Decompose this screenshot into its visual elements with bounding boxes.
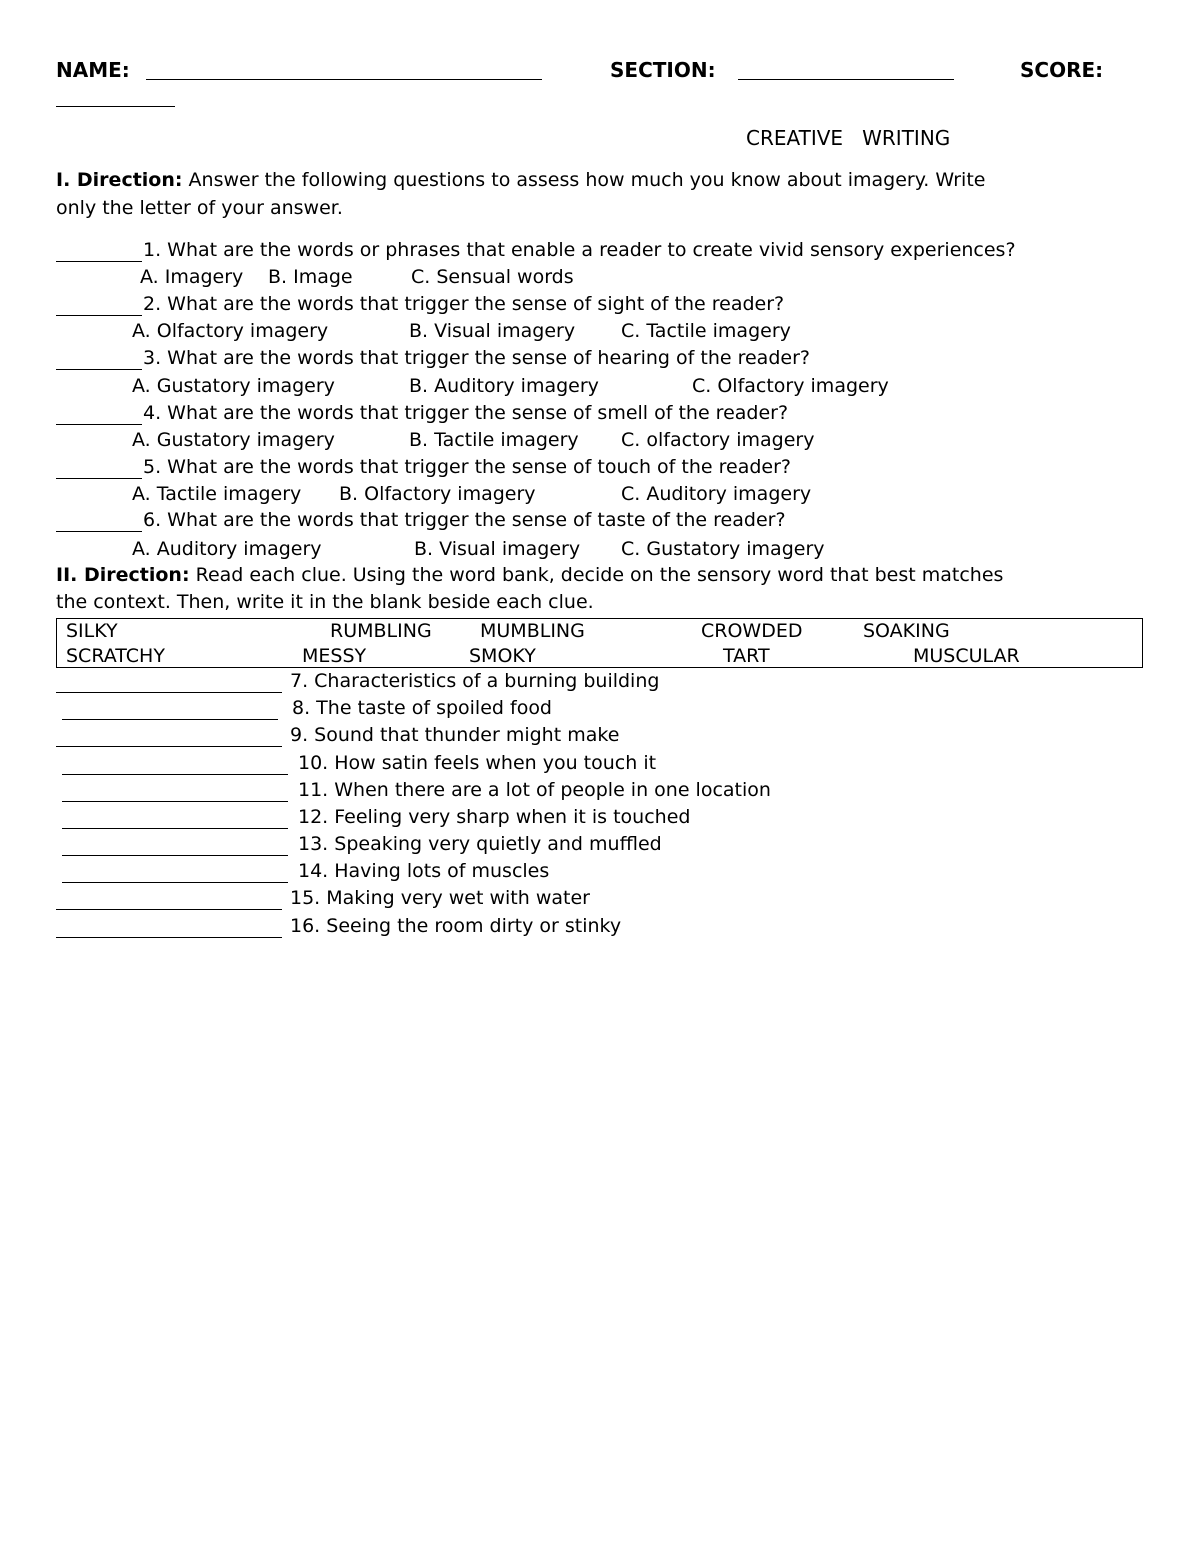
clue-blank-7[interactable]	[56, 692, 282, 693]
score-blank[interactable]	[56, 106, 175, 107]
q6-choice-b: B. Visual imagery	[414, 538, 581, 560]
word-bank-word: MUMBLING	[480, 620, 585, 642]
q1-choice-c: C. Sensual words	[411, 266, 574, 288]
name-label: NAME:	[56, 58, 130, 82]
clue-blank-12[interactable]	[62, 828, 288, 829]
answer-blank-1[interactable]	[56, 261, 142, 262]
section-blank[interactable]	[738, 79, 954, 80]
clue-blank-11[interactable]	[62, 801, 288, 802]
part1-direction-line2: only the letter of your answer.	[56, 197, 343, 219]
clue-blank-8[interactable]	[62, 719, 278, 720]
answer-blank-2[interactable]	[56, 315, 142, 316]
q4-choice-a: A. Gustatory imagery	[132, 429, 335, 451]
q1-choice-a: A. Imagery	[140, 266, 244, 288]
clue-blank-15[interactable]	[56, 909, 282, 910]
q3-choice-b: B. Auditory imagery	[409, 375, 599, 397]
q2-choice-b: B. Visual imagery	[409, 320, 576, 342]
q4-choice-c: C. olfactory imagery	[621, 429, 815, 451]
word-bank-word: MESSY	[302, 645, 367, 667]
question-5: 5. What are the words that trigger the sense of touch of the reader?	[143, 456, 792, 478]
word-bank	[56, 618, 1143, 668]
clue-12: 12. Feeling very sharp when it is touched	[298, 806, 691, 828]
q6-choice-c: C. Gustatory imagery	[621, 538, 825, 560]
clue-blank-9[interactable]	[56, 746, 282, 747]
part1-direction-line1	[56, 171, 985, 190]
part2-direction-line2: the context. Then, write it in the blank beside each clue.	[56, 591, 594, 613]
q4-choice-b: B. Tactile imagery	[409, 429, 579, 451]
question-3: 3. What are the words that trigger the sense of hearing of the reader?	[143, 347, 810, 369]
word-bank-word: CROWDED	[701, 620, 803, 642]
word-bank-word: SMOKY	[469, 645, 536, 667]
q5-choice-a: A. Tactile imagery	[132, 483, 302, 505]
question-6: 6. What are the words that trigger the sense of taste of the reader?	[143, 509, 786, 531]
q1-choice-b: B. Image	[268, 266, 353, 288]
clue-blank-10[interactable]	[62, 774, 288, 775]
q2-choice-c: C. Tactile imagery	[621, 320, 791, 342]
word-bank-word: SCRATCHY	[66, 645, 165, 667]
word-bank-word: SOAKING	[863, 620, 950, 642]
clue-16: 16. Seeing the room dirty or stinky	[290, 915, 622, 937]
clue-8: 8. The taste of spoiled food	[292, 697, 552, 719]
part2-direction-line1	[56, 566, 1003, 585]
q5-choice-b: B. Olfactory imagery	[339, 483, 536, 505]
part2-heading: II. Direction:	[56, 564, 190, 586]
q2-choice-a: A. Olfactory imagery	[132, 320, 329, 342]
question-1: 1. What are the words or phrases that enable a reader to create vivid sensory experiences?	[143, 239, 1016, 261]
page-title: CREATIVE WRITING	[746, 126, 951, 150]
clue-7: 7. Characteristics of a burning building	[290, 670, 660, 692]
clue-14: 14. Having lots of muscles	[298, 860, 550, 882]
q6-choice-a: A. Auditory imagery	[132, 538, 322, 560]
word-bank-word: RUMBLING	[330, 620, 432, 642]
answer-blank-4[interactable]	[56, 424, 142, 425]
word-bank-word: MUSCULAR	[913, 645, 1020, 667]
clue-10: 10. How satin feels when you touch it	[298, 752, 657, 774]
answer-blank-6[interactable]	[56, 531, 142, 532]
answer-blank-3[interactable]	[56, 369, 142, 370]
answer-blank-5[interactable]	[56, 478, 142, 479]
part2-text-line1: Read each clue. Using the word bank, decide on the sensory word that best matches	[189, 564, 1004, 586]
q3-choice-a: A. Gustatory imagery	[132, 375, 335, 397]
question-4: 4. What are the words that trigger the sense of smell of the reader?	[143, 402, 789, 424]
name-blank[interactable]	[146, 79, 542, 80]
clue-13: 13. Speaking very quietly and muffled	[298, 833, 662, 855]
q5-choice-c: C. Auditory imagery	[621, 483, 812, 505]
word-bank-word: SILKY	[66, 620, 118, 642]
part1-heading: I. Direction:	[56, 169, 183, 191]
clue-9: 9. Sound that thunder might make	[290, 724, 620, 746]
word-bank-word: TART	[723, 645, 770, 667]
clue-blank-13[interactable]	[62, 855, 288, 856]
clue-15: 15. Making very wet with water	[290, 887, 590, 909]
part1-text-line1: Answer the following questions to assess how much you know about imagery. Write	[182, 169, 986, 191]
score-label: SCORE:	[1020, 58, 1104, 82]
clue-11: 11. When there are a lot of people in one location	[298, 779, 771, 801]
clue-blank-16[interactable]	[56, 937, 282, 938]
section-label: SECTION:	[610, 58, 716, 82]
clue-blank-14[interactable]	[62, 882, 288, 883]
question-2: 2. What are the words that trigger the sense of sight of the reader?	[143, 293, 785, 315]
q3-choice-c: C. Olfactory imagery	[692, 375, 889, 397]
